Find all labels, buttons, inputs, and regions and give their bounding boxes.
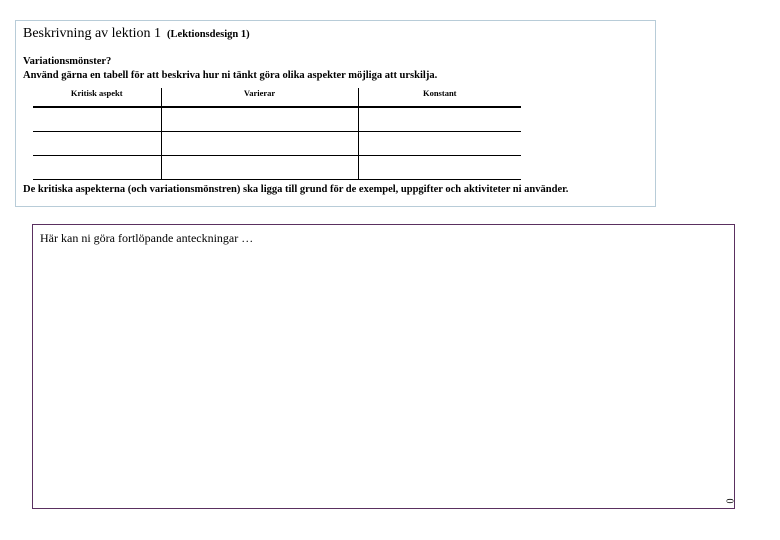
- table-cell[interactable]: [33, 107, 161, 132]
- table-cell[interactable]: [358, 156, 521, 180]
- lesson-description-panel: [15, 20, 656, 207]
- table-row: [33, 156, 521, 180]
- notes-prompt: Här kan ni göra fortlöpande anteckningar …: [40, 231, 254, 245]
- variation-heading: Variationsmönster?: [23, 56, 112, 67]
- table-header-row: [33, 88, 521, 107]
- table-cell[interactable]: [33, 156, 161, 180]
- aspects-table: [33, 88, 521, 180]
- table-row: [33, 132, 521, 156]
- table-cell[interactable]: [161, 132, 358, 156]
- header-constant: Konstant: [358, 88, 521, 107]
- table-cell[interactable]: [358, 107, 521, 132]
- lesson-title: [23, 26, 250, 42]
- page-number: 0: [725, 498, 737, 504]
- variation-instruction: Använd gärna en tabell för att beskriva hur ni tänkt göra olika aspekter möjliga att urskilja.: [23, 70, 438, 81]
- header-critical-aspect: Kritisk aspekt: [33, 88, 161, 107]
- header-varies: Varierar: [161, 88, 358, 107]
- table-row: [33, 107, 521, 132]
- table-cell[interactable]: [161, 156, 358, 180]
- table-cell[interactable]: [33, 132, 161, 156]
- lesson-subtitle: (Lektionsdesign 1): [167, 29, 250, 40]
- notes-area[interactable]: [32, 224, 735, 509]
- lesson-title-text: Beskrivning av lektion 1: [23, 26, 162, 41]
- critical-aspects-note: De kritiska aspekterna (och variationsmönstren) ska ligga till grund för de exempel, uppgifter och aktiviteter ni använder.: [23, 184, 569, 195]
- table-cell[interactable]: [358, 132, 521, 156]
- table-cell[interactable]: [161, 107, 358, 132]
